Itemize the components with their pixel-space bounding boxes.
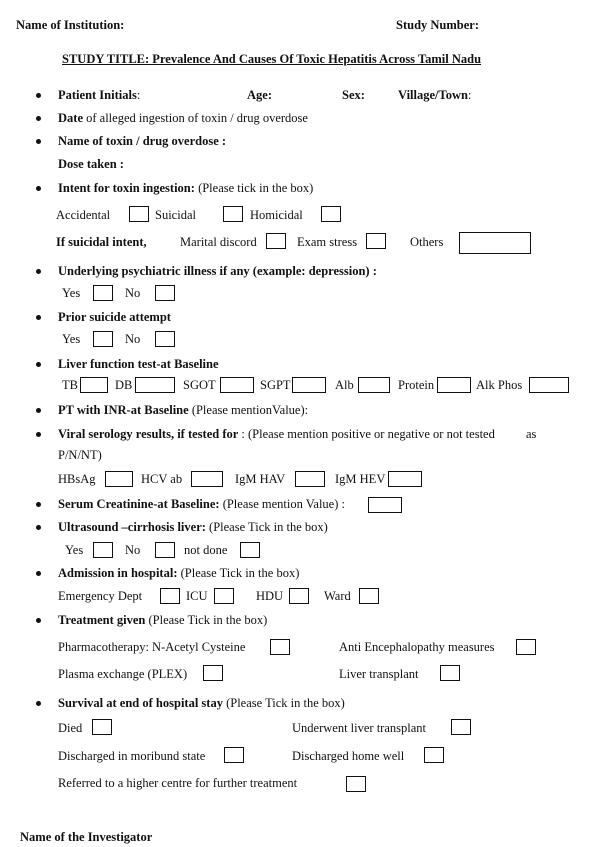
igm-hev-label: IgM HEV [335,472,386,486]
hdu-checkbox[interactable] [289,588,309,604]
bullet [36,362,41,367]
bullet [36,315,41,320]
hcv-ab-label: HCV ab [141,472,183,486]
protein-input[interactable] [437,377,471,393]
anti-encephalopathy-label: Anti Encephalopathy measures [339,640,495,654]
sgpt-label: SGPT [260,378,291,392]
viral-serology-as: as [526,427,537,441]
hbsag-label: HBsAg [58,472,96,486]
tb-input[interactable] [80,377,108,393]
died-label: Died [58,721,83,735]
plex-label: Plasma exchange (PLEX) [58,667,188,681]
psychiatric-label: Underlying psychiatric illness if any (example: depression) : [58,264,377,278]
plex-checkbox[interactable] [203,665,223,681]
suicidal-checkbox[interactable] [223,206,243,222]
pt-inr-label: PT with INR-at Baseline (Please mentionValue): [58,403,309,417]
sgpt-input[interactable] [292,377,326,393]
ultrasound-not-done-label: not done [184,543,228,557]
bullet [36,139,41,144]
ultrasound-not-done-checkbox[interactable] [240,542,260,558]
bullet [36,571,41,576]
exam-stress-label: Exam stress [297,235,358,249]
sex-label: Sex: [342,88,365,102]
emergency-dept-label: Emergency Dept [58,589,143,603]
ultrasound-no-checkbox[interactable] [155,542,175,558]
home-well-label: Discharged home well [292,749,405,763]
study-title: STUDY TITLE: Prevalence And Causes Of Toxic Hepatitis Across Tamil Nadu [62,52,482,66]
bullet [36,432,41,437]
marital-discord-label: Marital discord [180,235,257,249]
underwent-transplant-label: Underwent liver transplant [292,721,426,735]
ward-checkbox[interactable] [359,588,379,604]
alk-phos-label: Alk Phos [476,378,523,392]
ultrasound-no-label: No [125,543,141,557]
icu-label: ICU [186,589,208,603]
others-input[interactable] [459,232,531,254]
study-number-label: Study Number: [396,18,479,32]
igm-hav-input[interactable] [295,471,325,487]
anti-encephalopathy-checkbox[interactable] [516,639,536,655]
died-checkbox[interactable] [92,719,112,735]
admission-label: Admission in hospital: (Please Tick in the box) [58,566,300,580]
db-input[interactable] [135,377,175,393]
bullet [36,408,41,413]
bullet [36,701,41,706]
creatinine-label: Serum Creatinine-at Baseline: (Please mention Value) : [58,497,345,511]
sgot-label: SGOT [183,378,216,392]
date-label: Date of alleged ingestion of toxin / drug overdose [58,111,308,125]
prior-suicide-yes-checkbox[interactable] [93,331,113,347]
prior-suicide-yes-label: Yes [62,332,81,346]
alk-phos-input[interactable] [529,377,569,393]
psychiatric-yes-label: Yes [62,286,81,300]
igm-hev-input[interactable] [388,471,422,487]
pharmacotherapy-checkbox[interactable] [270,639,290,655]
prior-suicide-no-label: No [125,332,141,346]
accidental-label: Accidental [56,208,111,222]
prior-suicide-no-checkbox[interactable] [155,331,175,347]
creatinine-input[interactable] [368,497,402,513]
homicidal-label: Homicidal [250,208,303,222]
psychiatric-yes-checkbox[interactable] [93,285,113,301]
alb-label: Alb [335,378,354,392]
bullet [36,186,41,191]
hbsag-input[interactable] [105,471,133,487]
suicidal-label: Suicidal [155,208,196,222]
liver-transplant-checkbox[interactable] [440,665,460,681]
moribund-label: Discharged in moribund state [58,749,206,763]
sgot-input[interactable] [220,377,254,393]
intent-label: Intent for toxin ingestion: (Please tick in the box) [58,181,314,195]
survival-label: Survival at end of hospital stay (Please Tick in the box) [58,696,345,710]
ultrasound-yes-checkbox[interactable] [93,542,113,558]
alb-input[interactable] [358,377,390,393]
emergency-dept-checkbox[interactable] [160,588,180,604]
lft-label: Liver function test-at Baseline [58,357,219,371]
toxin-name-label: Name of toxin / drug overdose : [58,134,227,148]
viral-serology-line2: P/N/NT) [58,448,102,462]
accidental-checkbox[interactable] [129,206,149,222]
patient-initials-label: Patient Initials: [58,88,141,102]
tb-label: TB [62,378,78,392]
bullet [36,525,41,530]
homicidal-checkbox[interactable] [321,206,341,222]
icu-checkbox[interactable] [214,588,234,604]
bullet [36,116,41,121]
ultrasound-label: Ultrasound –cirrhosis liver: (Please Tick in the box) [58,520,328,534]
referred-checkbox[interactable] [346,776,366,792]
prior-suicide-label: Prior suicide attempt [58,310,171,324]
ward-label: Ward [324,589,351,603]
dose-taken-label: Dose taken : [58,157,124,171]
investigator-label: Name of the Investigator [20,830,153,844]
ultrasound-yes-label: Yes [65,543,84,557]
moribund-checkbox[interactable] [224,747,244,763]
others-label: Others [410,235,444,249]
exam-stress-checkbox[interactable] [366,233,386,249]
bullet [36,618,41,623]
viral-serology-label: Viral serology results, if tested for : (Please mention positive or negative or not tested [58,427,495,441]
institution-label: Name of Institution: [16,18,125,32]
home-well-checkbox[interactable] [424,747,444,763]
igm-hav-label: IgM HAV [235,472,286,486]
village-label: Village/Town: [398,88,472,102]
marital-discord-checkbox[interactable] [266,233,286,249]
treatment-label: Treatment given (Please Tick in the box) [58,613,268,627]
bullet [36,93,41,98]
bullet [36,502,41,507]
psychiatric-no-checkbox[interactable] [155,285,175,301]
referred-label: Referred to a higher centre for further treatment [58,776,298,790]
protein-label: Protein [398,378,435,392]
pharmacotherapy-label: Pharmacotherapy: N-Acetyl Cysteine [58,640,246,654]
hdu-label: HDU [256,589,284,603]
suicidal-intent-label: If suicidal intent, [56,235,147,249]
db-label: DB [115,378,133,392]
age-label: Age: [247,88,272,102]
psychiatric-no-label: No [125,286,141,300]
liver-transplant-label: Liver transplant [339,667,419,681]
hcv-ab-input[interactable] [191,471,223,487]
underwent-transplant-checkbox[interactable] [451,719,471,735]
bullet [36,269,41,274]
